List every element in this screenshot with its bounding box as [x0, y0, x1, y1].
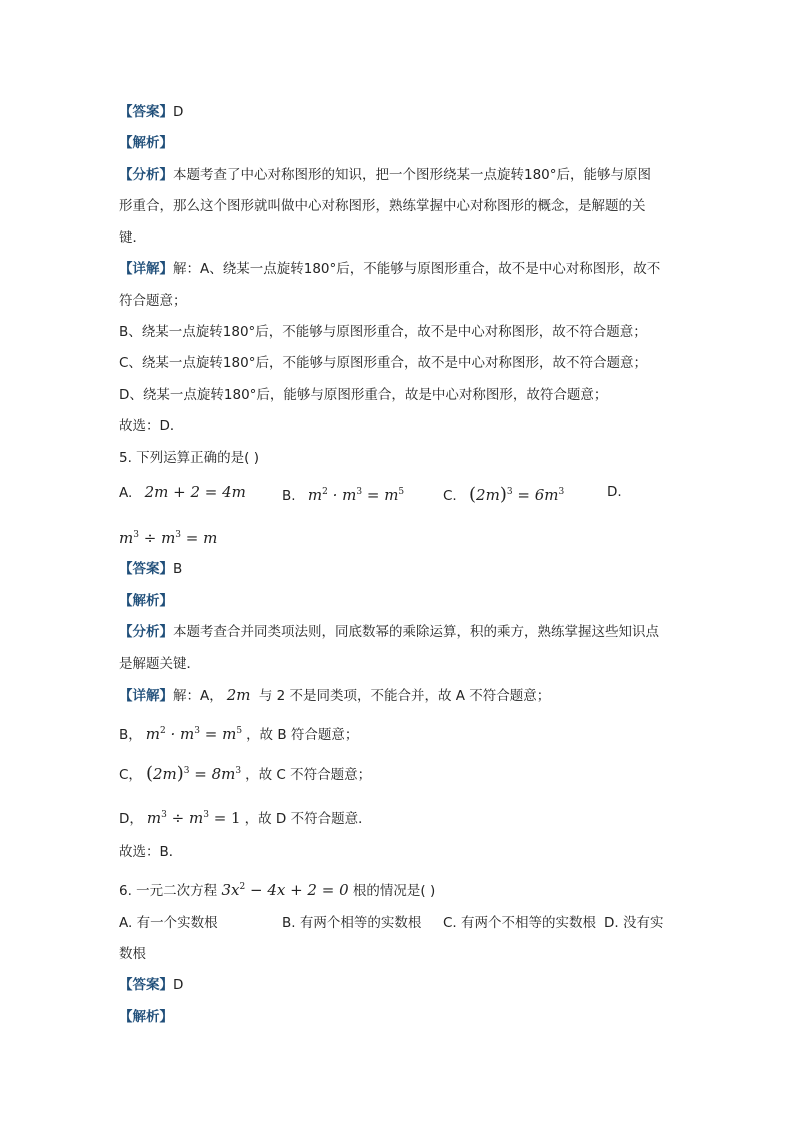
q5-option-a: [119, 482, 246, 503]
q5-answer-line: [119, 559, 182, 579]
answer-tag: 【答案】: [119, 561, 173, 577]
q6-analysis-line: [119, 1007, 173, 1027]
q5-option-a-expr: 2m + 2 = 4m: [144, 483, 246, 501]
q4-fenxi-line-2: 形重合，那么这个图形就叫做中心对称图形，熟练掌握中心对称图形的概念，是解题的关: [119, 198, 646, 214]
q5-option-b-label: B.: [282, 488, 296, 504]
analysis-tag: 【解析】: [119, 135, 173, 151]
q5-detail-a-text: 与 2 不是同类项，不能合并，故 A 不符合题意；: [254, 688, 551, 704]
q4-answer-line: [119, 102, 183, 122]
q4-detail-d: D、绕某一点旋转180°后，能够与原图形重合，故是中心对称图形，故符合题意；: [119, 387, 608, 403]
answer-tag: 【答案】: [119, 104, 173, 120]
q5-answer-value: B: [173, 561, 183, 577]
q5-detail-d-prefix: D，: [119, 811, 143, 827]
q5-detail-prefix: 解：A，: [173, 688, 223, 704]
q6-answer-line: [119, 975, 183, 995]
q5-option-b-expr: $m^2 \cdot m^3 = m^5$: [307, 486, 405, 504]
q6-option-d: D. 没有实: [604, 915, 664, 931]
q5-detail-d-suffix: ，故 D 不符合题意．: [244, 811, 372, 827]
q4-detail-c: C、绕某一点旋转180°后，不能够与原图形重合，故不是中心对称图形，故不符合题意；: [119, 355, 647, 371]
q4-analysis-line: [119, 133, 173, 153]
q6-answer-value: D: [173, 977, 184, 993]
q4-fenxi-line-3: 键．: [119, 230, 146, 246]
detail-tag: 【详解】: [119, 688, 173, 704]
q6-option-d-cont: 数根: [119, 946, 146, 962]
q5-option-a-label: A.: [119, 485, 133, 501]
fenxi-tag: 【分析】: [119, 167, 173, 183]
q5-detail-b-prefix: B，: [119, 727, 142, 743]
analysis-tag: 【解析】: [119, 1009, 173, 1025]
q4-detail-line-1: [119, 259, 660, 279]
q4-detail-line-2: 符合题意；: [119, 293, 187, 309]
q4-detail-b: B、绕某一点旋转180°后，不能够与原图形重合，故不是中心对称图形，故不符合题意；: [119, 324, 647, 340]
q4-fenxi-text-1: 本题考查了中心对称图形的知识，把一个图形绕某一点旋转180°后，能够与原图: [173, 167, 652, 183]
q5-option-c-expr: $(2m)^3 = 6m^3$: [469, 484, 565, 505]
q5-fenxi-line-1: [119, 622, 659, 642]
q6-stem-suffix: 根的情况是( ): [348, 883, 436, 899]
fenxi-tag: 【分析】: [119, 624, 173, 640]
q4-detail-text-1: 解：A、绕某一点旋转180°后，不能够与原图形重合，故不是中心对称图形，故不: [173, 261, 661, 277]
q5-detail-c: [119, 761, 371, 785]
q5-detail-a-expr: 2m: [226, 686, 251, 704]
q5-fenxi-text-1: 本题考查合并同类项法则，同底数幂的乘除运算，积的乘方，熟练掌握这些知识点: [173, 624, 659, 640]
q5-stem: 5. 下列运算正确的是( ): [119, 450, 259, 466]
q5-option-b: [282, 482, 404, 506]
q5-fenxi-line-2: 是解题关键．: [119, 656, 200, 672]
q5-detail-a: [119, 685, 550, 706]
q5-choose: 故选：B．: [119, 844, 183, 860]
detail-tag: 【详解】: [119, 261, 173, 277]
q5-option-c: [443, 482, 564, 506]
q4-answer-value: D: [173, 104, 184, 120]
q5-analysis-line: [119, 591, 173, 611]
q5-detail-d: [119, 805, 372, 829]
q5-detail-b-suffix: ，故 B 符合题意；: [246, 727, 359, 743]
q5-detail-c-expr: $(2m)^3 = 8m^3$: [145, 763, 242, 784]
q6-stem-prefix: 6. 一元二次方程: [119, 883, 222, 899]
q5-option-d-label: D.: [607, 484, 622, 500]
q6-option-b: B. 有两个相等的实数根: [282, 915, 422, 931]
answer-tag: 【答案】: [119, 977, 173, 993]
q4-choose: 故选：D．: [119, 418, 184, 434]
q6-option-c: C. 有两个不相等的实数根: [443, 915, 597, 931]
q5-detail-c-prefix: C，: [119, 767, 142, 783]
q5-detail-b: [119, 721, 358, 745]
q6-option-a: A. 有一个实数根: [119, 915, 218, 931]
q5-detail-c-suffix: ，故 C 不符合题意；: [245, 767, 372, 783]
q6-equation: $3x^2 - 4x + 2 = 0$: [221, 881, 349, 899]
analysis-tag: 【解析】: [119, 593, 173, 609]
q5-detail-b-expr: $m^2 \cdot m^3 = m^5$: [145, 725, 243, 743]
q5-detail-d-expr: $m^3 \div m^3 = 1$: [146, 809, 241, 827]
q6-stem: [119, 877, 435, 901]
q5-option-d-expr: $m^3 \div m^3 = m$: [119, 529, 218, 547]
q4-fenxi-line-1: [119, 165, 651, 185]
q5-option-c-label: C.: [443, 488, 457, 504]
